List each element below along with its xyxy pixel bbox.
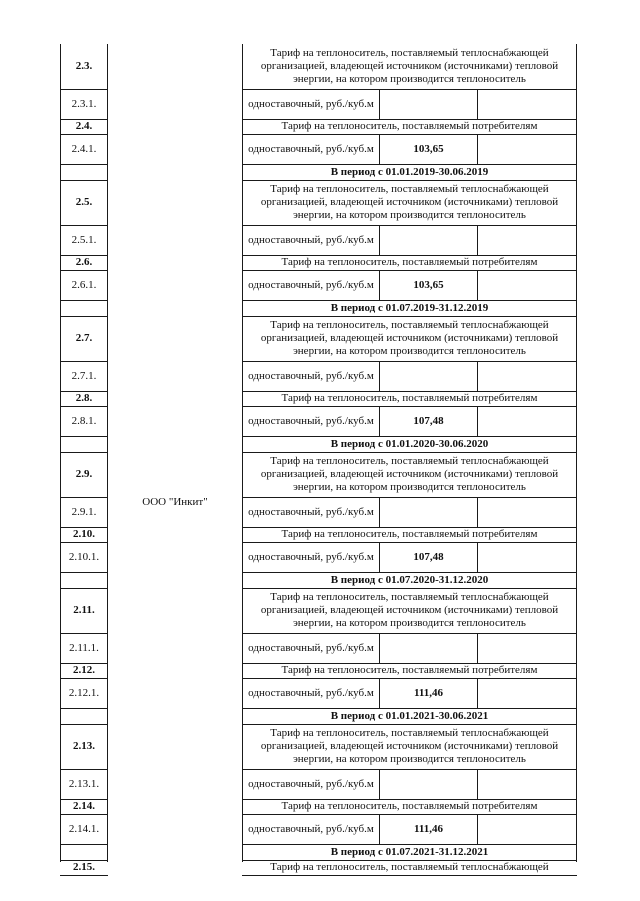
empty-cell: [478, 134, 576, 164]
tariff-value: [380, 361, 477, 391]
tariff-value: [380, 497, 477, 527]
tariff-value: 111,46: [413, 686, 444, 699]
row-number: 2.7.1.: [71, 369, 97, 382]
row-number: 2.9.1.: [71, 505, 97, 518]
table-rule: [576, 44, 577, 862]
tariff-value: 103,65: [413, 278, 444, 291]
period-heading: В период с 01.07.2021-31.12.2021: [330, 845, 489, 858]
row-number: 2.14.1.: [68, 822, 100, 835]
empty-cell: [478, 225, 576, 255]
table-rule: [477, 134, 478, 164]
tariff-value: 111,46: [413, 822, 444, 835]
row-number: 2.3.1.: [71, 97, 97, 110]
table-rule: [379, 542, 380, 572]
table-rule: [379, 769, 380, 799]
row-number-empty: [61, 844, 107, 860]
row-number: 2.13.: [73, 740, 95, 752]
empty-cell: [478, 678, 576, 708]
table-rule: [379, 361, 380, 391]
heat-source-tariff-heading: Тариф на теплоноситель, поставляемый теплоснабжающей организацией, владеющей источником (источниками) тепловой энергии, на котором производится теплоноситель: [260, 591, 559, 629]
table-rule: [379, 633, 380, 663]
heat-source-tariff-heading: Тариф на теплоноситель, поставляемый теплоснабжающей: [270, 861, 549, 873]
unit-label: одноставочный, руб./куб.м: [248, 414, 374, 427]
heat-source-tariff-heading: Тариф на теплоноситель, поставляемый теплоснабжающей организацией, владеющей источником (источниками) тепловой энергии, на котором производится теплоноситель: [260, 455, 559, 493]
table-rule: [379, 814, 380, 844]
table-rule: [379, 406, 380, 436]
unit-label: одноставочный, руб./куб.м: [248, 641, 374, 654]
tariff-value: [380, 225, 477, 255]
period-heading: В период с 01.07.2019-31.12.2019: [330, 301, 489, 314]
row-number: 2.10.: [73, 528, 95, 540]
row-number: 2.13.1.: [68, 777, 100, 790]
unit-label: одноставочный, руб./куб.м: [248, 505, 374, 518]
unit-label: одноставочный, руб./куб.м: [248, 550, 374, 563]
period-heading: В период с 01.01.2020-30.06.2020: [330, 437, 489, 450]
row-number: 2.9.: [75, 468, 93, 480]
organization-name: ООО "Инкит": [142, 495, 208, 508]
row-number: 2.10.1.: [68, 550, 100, 563]
row-number: 2.12.1.: [68, 686, 100, 699]
heat-source-tariff-heading: Тариф на теплоноситель, поставляемый теплоснабжающей организацией, владеющей источником (источниками) тепловой энергии, на котором производится теплоноситель: [260, 47, 559, 85]
heat-source-tariff-heading: Тариф на теплоноситель, поставляемый теплоснабжающей организацией, владеющей источником (источниками) тепловой энергии, на котором производится теплоноситель: [260, 319, 559, 357]
row-number: 2.6.: [75, 256, 93, 268]
empty-cell: [478, 270, 576, 300]
row-number: 2.3.: [75, 60, 93, 72]
empty-cell: [478, 406, 576, 436]
table-rule: [60, 875, 108, 876]
row-number: 2.5.: [75, 196, 93, 208]
consumer-tariff-heading: Тариф на теплоноситель, поставляемый потребителям: [281, 256, 538, 268]
table-rule: [379, 678, 380, 708]
table-rule: [242, 875, 577, 876]
table-rule: [477, 225, 478, 255]
row-number-empty: [61, 572, 107, 588]
table-rule: [477, 361, 478, 391]
tariff-value: 107,48: [413, 414, 444, 427]
row-number: 2.8.: [75, 392, 93, 404]
table-rule: [477, 270, 478, 300]
empty-cell: [478, 814, 576, 844]
tariff-value: [380, 633, 477, 663]
unit-label: одноставочный, руб./куб.м: [248, 686, 374, 699]
heat-source-tariff-heading: Тариф на теплоноситель, поставляемый теплоснабжающей организацией, владеющей источником (источниками) тепловой энергии, на котором производится теплоноситель: [260, 183, 559, 221]
empty-cell: [478, 542, 576, 572]
unit-label: одноставочный, руб./куб.м: [248, 233, 374, 246]
table-rule: [477, 769, 478, 799]
empty-cell: [478, 769, 576, 799]
row-number: 2.8.1.: [71, 414, 97, 427]
table-rule: [477, 406, 478, 436]
unit-label: одноставочный, руб./куб.м: [248, 142, 374, 155]
table-rule: [477, 497, 478, 527]
row-number: 2.11.: [73, 604, 95, 616]
row-number-empty: [61, 436, 107, 452]
row-number-empty: [61, 708, 107, 724]
table-rule: [379, 497, 380, 527]
table-rule: [477, 814, 478, 844]
period-heading: В период с 01.07.2020-31.12.2020: [330, 573, 489, 586]
unit-label: одноставочный, руб./куб.м: [248, 278, 374, 291]
row-number: 2.6.1.: [71, 278, 97, 291]
unit-label: одноставочный, руб./куб.м: [248, 822, 374, 835]
heat-source-tariff-heading: Тариф на теплоноситель, поставляемый теплоснабжающей организацией, владеющей источником (источниками) тепловой энергии, на котором производится теплоноситель: [260, 727, 559, 765]
period-heading: В период с 01.01.2019-30.06.2019: [330, 165, 489, 178]
row-number: 2.14.: [73, 800, 95, 812]
row-number: 2.11.1.: [69, 641, 99, 654]
empty-cell: [478, 89, 576, 119]
tariff-value: 107,48: [413, 550, 444, 563]
consumer-tariff-heading: Тариф на теплоноситель, поставляемый потребителям: [281, 120, 538, 132]
table-rule: [477, 633, 478, 663]
unit-label: одноставочный, руб./куб.м: [248, 97, 374, 110]
row-number: 2.15.: [73, 861, 95, 873]
consumer-tariff-heading: Тариф на теплоноситель, поставляемый потребителям: [281, 528, 538, 540]
consumer-tariff-heading: Тариф на теплоноситель, поставляемый потребителям: [281, 392, 538, 404]
consumer-tariff-heading: Тариф на теплоноситель, поставляемый потребителям: [281, 800, 538, 812]
table-rule: [107, 44, 108, 862]
empty-cell: [478, 361, 576, 391]
tariff-value: [380, 769, 477, 799]
table-rule: [379, 89, 380, 119]
row-number: 2.7.: [75, 332, 93, 344]
table-rule: [379, 270, 380, 300]
table-rule: [379, 225, 380, 255]
period-heading: В период с 01.01.2021-30.06.2021: [330, 709, 489, 722]
table-rule: [477, 542, 478, 572]
tariff-value: [380, 89, 477, 119]
tariff-value: 103,65: [413, 142, 444, 155]
consumer-tariff-heading: Тариф на теплоноситель, поставляемый потребителям: [281, 664, 538, 676]
row-number: 2.4.: [75, 120, 93, 132]
table-rule: [379, 134, 380, 164]
row-number: 2.5.1.: [71, 233, 97, 246]
unit-label: одноставочный, руб./куб.м: [248, 777, 374, 790]
row-number-empty: [61, 164, 107, 180]
row-number: 2.4.1.: [71, 142, 97, 155]
table-rule: [477, 89, 478, 119]
empty-cell: [478, 497, 576, 527]
row-number: 2.12.: [73, 664, 95, 676]
table-rule: [477, 678, 478, 708]
row-number-empty: [61, 300, 107, 316]
empty-cell: [478, 633, 576, 663]
unit-label: одноставочный, руб./куб.м: [248, 369, 374, 382]
